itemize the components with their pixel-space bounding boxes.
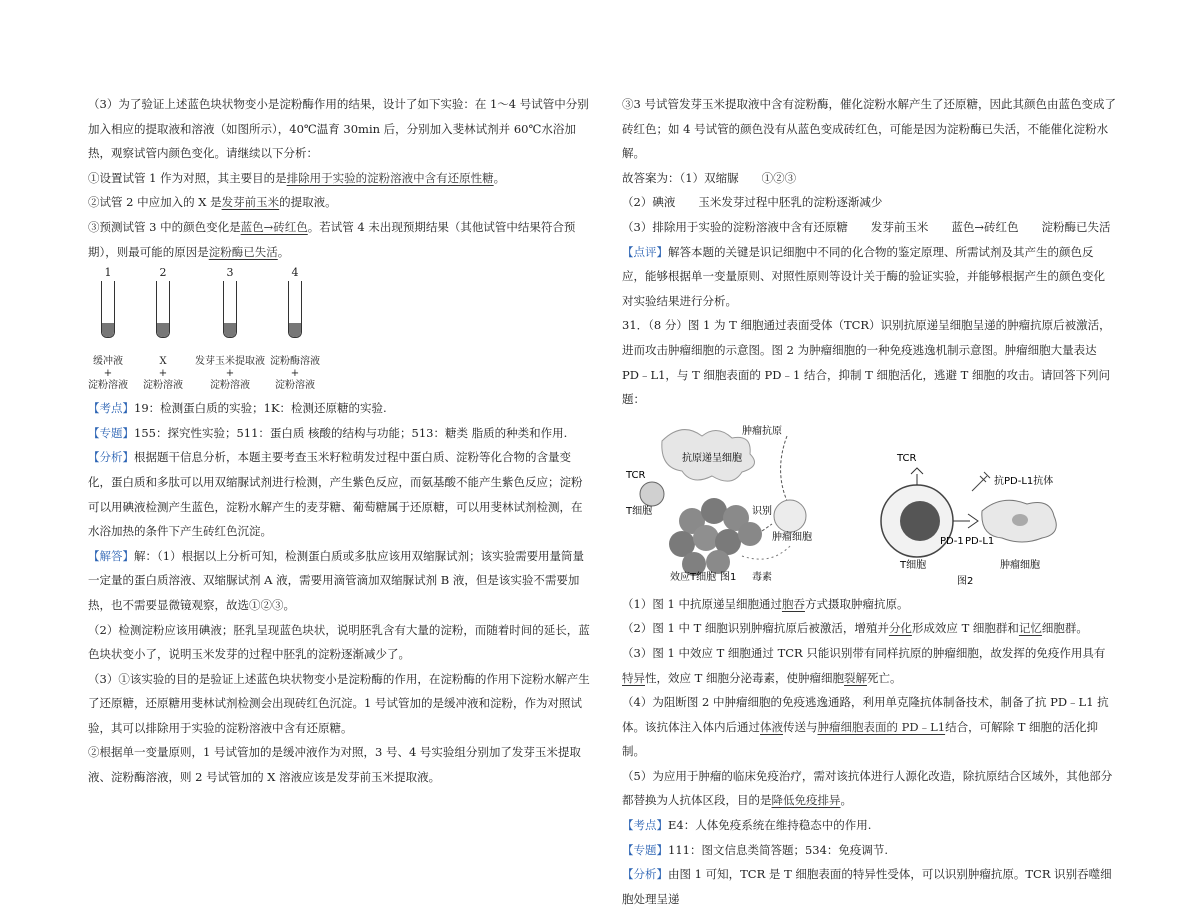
question-3-intro: （3）为了验证上述蓝色块状物变小是淀粉酶作用的结果，设计了如下实验：在 1～4 号试管中分别加入相应的提取液和溶液（如图所示），40℃温育 30min 后，分别加入斐林试剂并 60℃水浴加热，观察试管内颜色变化。请继续以下分析： — [88, 97, 589, 161]
label-apc: 抗原递呈细胞 — [682, 452, 742, 464]
label-tcr-2: TCR — [897, 452, 917, 464]
label-t-cell-1: T细胞 — [626, 505, 653, 517]
answer-31-4: （4）为阻断图 2 中肿瘤细胞的免疫逃逸通路，利用单克隆抗体制备技术，制备了抗 PD﹣L1 抗体。该抗体注入体内后通过体液传送与肿瘤细胞表面的 PD﹣L1结合，可解除 T 细胞的活化抑制。 — [622, 695, 1109, 759]
answer-31-5: （5）为应用于肿瘤的临床免疫治疗，需对该抗体进行人源化改造，除抗原结合区域外，其他部分都替换为人抗体区段，目的是降低免疫排异。 — [622, 768, 1113, 808]
label-tcr-1: TCR — [626, 469, 646, 481]
jieda-paragraph: 【解答】解：（1）根据以上分析可知，检测蛋白质或多肽应该用双缩脲试剂；该实验需要用量筒量一定量的蛋白质溶液、双缩脲试剂 A 液，需要用滴管滴加双缩脲试剂 B 液，但是该实验不需要加热，也不需要显微镜观察，故选①②③。 — [88, 548, 585, 612]
test-tube-1: 1 — [78, 266, 138, 338]
label-toxin: 毒素 — [752, 571, 772, 583]
label-tumor-cell-2: 肿瘤细胞 — [1000, 559, 1040, 571]
test-tube-figure — [88, 264, 590, 352]
question-3-1: ①设置试管 1 作为对照，其主要目的是排除用于实验的淀粉溶液中含有还原性糖。 — [88, 170, 506, 185]
label-recognize: 识别 — [752, 505, 772, 517]
answer-blank: 肿瘤细胞表面的 PD﹣L1 — [817, 719, 946, 734]
answer-blank: 淀粉酶已失活 — [208, 244, 278, 259]
jieda-part-3-2: ②根据单一变量原则，1 号试管加的是缓冲液作为对照，3 号、4 号实验组分别加了发芽玉米提取液、淀粉酶溶液，则 2 号试管加的 X 溶液应该是发芽前玉米提取液。 — [88, 745, 581, 785]
fenxi-line-31: 【分析】由图 1 可知，TCR 是 T 细胞表面的特异性受体，可以识别肿瘤抗原。TCR 识别吞噬细胞处理呈递 — [622, 867, 1112, 906]
figure-1-caption: 图1 — [720, 571, 737, 583]
zhuanti-line: 【专题】155：探究性实验；511：蛋白质 核酸的结构与功能；513：糖类 脂质的种类和作用. — [88, 425, 568, 440]
answer-31-3: （3）图 1 中效应 T 细胞通过 TCR 只能识别带有同样抗原的肿瘤细胞，故发挥的免疫作用具有特异性，效应 T 细胞分泌毒素，使肿瘤细胞裂解死亡。 — [622, 645, 1106, 685]
test-tube-labels: 缓冲液 + 淀粉溶液 X + 淀粉溶液 发芽玉米提取液 + 淀粉溶液 淀粉酶溶液 + 淀粉溶液 — [88, 356, 320, 392]
immune-figures — [622, 416, 1116, 588]
answer-blank: 降低免疫排异 — [771, 793, 841, 808]
jieda-part-3: （3）①该实验的目的是验证上述蓝色块状物变小是淀粉酶的作用，在淀粉酶的作用下淀粉水解产生了还原糖，还原糖用斐林试剂检测会出现砖红色沉淀。1 号试管加的是缓冲液和淀粉，作为对照试验，其可以排除用于实验的淀粉溶液中含有还原糖。 — [88, 671, 590, 735]
label-anti-pd-l1: 抗PD-L1抗体 — [994, 475, 1054, 487]
question-31: 31．（8 分）图 1 为 T 细胞通过表面受体（TCR）识别抗原递呈细胞呈递的肿瘤抗原后被激活，进而攻击肿瘤细胞的示意图。图 2 为肿瘤细胞的一种免疫逃逸机制示意图。肿瘤细胞大量表达 PD﹣L1，与 T 细胞表面的 PD﹣1 结合，抑制 T 细胞活化，逃避 T 细胞的攻击。请回答下列问题： — [622, 318, 1111, 407]
answer-line-3: （3）排除用于实验的淀粉溶液中含有还原糖 发芽前玉米 蓝色→砖红色 淀粉酶已失活 — [622, 219, 1111, 234]
dianping-paragraph: 【点评】解答本题的关键是识记细胞中不同的化合物的鉴定原理、所需试剂及其产生的颜色反应，能够根据单一变量原则、对照性原则等设计关于酶的验证实验，并能够根据产生的颜色变化对实验结果进行分析。 — [622, 244, 1105, 308]
kaodian-line: 【考点】19：检测蛋白质的实验；1K：检测还原糖的实验. — [88, 401, 387, 416]
answer-blank: 蓝色→砖红色 — [240, 219, 308, 234]
answer-line-2: （2）碘液 玉米发芽过程中胚乳的淀粉逐渐减少 — [622, 195, 883, 210]
answer-31-2: （2）图 1 中 T 细胞识别肿瘤抗原后被激活，增殖并分化形成效应 T 细胞群和记忆细胞群。 — [622, 621, 1088, 636]
test-tube-4: 4 — [265, 266, 325, 338]
figure-diagram — [622, 416, 1116, 588]
effector-t-cell-cluster — [669, 498, 762, 576]
figure-2 — [881, 453, 1056, 587]
jieda-part-3-3: ③3 号试管发芽玉米提取液中含有淀粉酶，催化淀粉水解产生了还原糖，因此其颜色由蓝色变成了砖红色；如 4 号试管的颜色没有从蓝色变成砖红色，可能是因为淀粉酶已失活，不能催化淀粉水解。 — [622, 97, 1116, 161]
left-column — [88, 92, 590, 790]
answer-blank: 裂解 — [843, 670, 867, 685]
test-tube-2: 2 — [133, 266, 193, 338]
label-t-cell-2: T细胞 — [900, 559, 927, 571]
answer-31-1: （1）图 1 中抗原递呈细胞通过胞吞方式摄取肿瘤抗原。 — [622, 596, 909, 611]
label-pd-1: PD-1 — [940, 535, 964, 547]
fenxi-paragraph: 【分析】根据题干信息分析，本题主要考查玉米籽粒萌发过程中蛋白质、淀粉等化合物的含量变化，蛋白质和多肽可以用双缩脲试剂进行检测，产生紫色反应，而氨基酸不能产生紫色反应；淀粉可以用碘液检测产生蓝色，淀粉水解产生的麦芽糖、葡萄糖属于还原糖，可以用斐林试剂检测，在水浴加热的条件下产生砖红色沉淀。 — [88, 450, 583, 539]
question-3-2: ②试管 2 中应加入的 X 是发芽前玉米的提取液。 — [88, 195, 337, 210]
answer-line-1: 故答案为：（1）双缩脲 ①②③ — [622, 170, 797, 185]
answer-blank: 体液 — [760, 719, 783, 734]
figure-2-caption: 图2 — [957, 575, 974, 587]
figure-1 — [625, 424, 812, 583]
answer-blank: 记忆 — [1018, 621, 1042, 636]
label-pd-l1: PD-L1 — [965, 535, 995, 547]
kaodian-line-31: 【考点】E4：人体免疫系统在维持稳态中的作用. — [622, 818, 872, 833]
right-column — [622, 92, 1116, 911]
question-3-3: ③预测试管 3 中的颜色变化是蓝色→砖红色。若试管 4 未出现预期结果（其他试管中结果符合预期），则最可能的原因是淀粉酶已失活。 — [88, 219, 576, 259]
label-effector-t-cell: 效应T细胞 — [670, 571, 717, 583]
answer-blank: 胞吞 — [781, 596, 805, 611]
label-tumor-cell-1: 肿瘤细胞 — [772, 531, 812, 543]
answer-blank: 分化 — [888, 621, 912, 636]
test-tube-3: 3 — [200, 266, 260, 338]
answer-blank: 排除用于实验的淀粉溶液中含有还原性糖 — [286, 170, 494, 185]
zhuanti-line-31: 【专题】111：图文信息类简答题；534：免疫调节. — [622, 842, 889, 857]
answer-blank: 发芽前玉米 — [221, 195, 280, 210]
answer-blank: 特异 — [622, 670, 645, 685]
jieda-part-2: （2）检测淀粉应该用碘液；胚乳呈现蓝色块状，说明胚乳含有大量的淀粉，而随着时间的延长，蓝色块状变小了，说明玉米发芽的过程中胚乳的淀粉逐渐减少了。 — [88, 622, 590, 662]
label-tumor-antigen: 肿瘤抗原 — [742, 425, 782, 437]
